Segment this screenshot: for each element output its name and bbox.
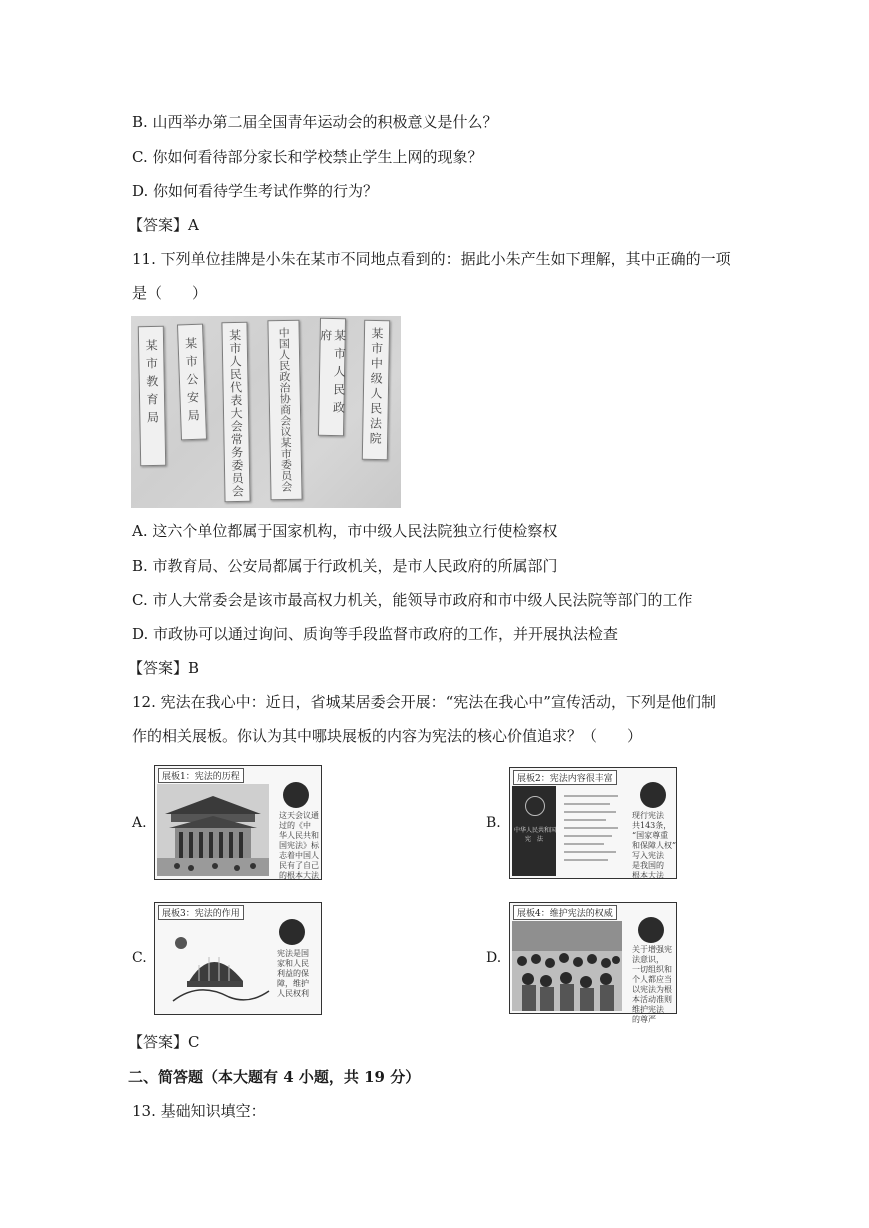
option-d-label: D.	[486, 950, 502, 966]
signboard-public-security-bureau	[177, 324, 207, 441]
book-title: 中华人民共和国 宪 法	[514, 827, 557, 843]
board-text: 关于增强宪 法意识， 一切组织和 个人都应当 以宪法为根 本活动准则 维护宪法 的尊严	[632, 945, 672, 1024]
signboard-text: 某市人民政府	[318, 328, 347, 420]
signboard-text: 某市公安局	[183, 336, 201, 428]
signboard-npc-standing-committee	[221, 322, 250, 502]
constitution-book	[512, 786, 556, 876]
board-text: 这天会议通 过的《中 华人民共和 国宪法》标 志着中国人 民有了自己 的根本大法	[279, 811, 319, 880]
q12-stem-line2: 作的相关展板。你认为其中哪块展板的内容为宪法的核心价值追求？（ ）	[132, 727, 643, 745]
q11-stem-line1: 11. 下列单位挂牌是小朱在某市不同地点看到的：据此小朱产生如下理解，其中正确的一项	[132, 250, 731, 268]
signboards-photo	[131, 316, 401, 508]
q12-stem-line1: 12. 宪法在我心中：近日，省城某居委会开展：“宪法在我心中”宣传活动，下列是他们制	[132, 693, 716, 711]
signboard-text: 某市人民代表大会常务委员会	[227, 328, 245, 499]
option-b-label: B.	[486, 815, 501, 831]
signboard-text: 中国人民政治协商会议某市委员会	[277, 326, 293, 493]
board-badge	[279, 919, 305, 945]
crowd-photo	[512, 921, 622, 1011]
board-badge	[283, 782, 309, 808]
board-title: 展板1：宪法的历程	[158, 768, 244, 783]
q10-option-c: C. 你如何看待部分家长和学校禁止学生上网的现象？	[132, 148, 483, 166]
q11-stem-line2: 是（ ）	[132, 284, 208, 302]
q10-option-b: B. 山西举办第二届全国青年运动会的积极意义是什么？	[132, 113, 498, 131]
board-title: 展板2：宪法内容很丰富	[513, 770, 617, 785]
signboard-text: 某市教育局	[144, 338, 160, 430]
board-badge	[638, 917, 664, 943]
exhibit-board-d	[509, 902, 677, 1024]
board-badge	[640, 782, 666, 808]
q10-answer: 【答案】A	[128, 216, 199, 234]
q12-answer: 【答案】C	[128, 1033, 200, 1051]
q11-answer: 【答案】B	[128, 659, 200, 677]
q10-option-d: D. 你如何看待学生考试作弊的行为？	[132, 182, 379, 200]
option-c-label: C.	[132, 950, 147, 966]
signboard-education-bureau	[138, 326, 166, 466]
signboard-cppcc-committee	[267, 320, 302, 501]
exhibit-board-b	[509, 767, 677, 879]
q11-option-a: A. 这六个单位都属于国家机构，市中级人民法院独立行使检察权	[132, 522, 558, 540]
q13-stem: 13. 基础知识填空：	[132, 1102, 266, 1120]
board-title: 展板3：宪法的作用	[158, 905, 244, 920]
signboard-municipal-government	[318, 318, 346, 436]
board-text: 现行宪法 共143条， “国家尊重 和保障人权” 写入宪法 是我国的 根本大法	[632, 811, 677, 880]
hall-photo	[157, 784, 269, 876]
q11-option-c: C. 市人大常委会是该市最高权力机关，能领导市政府和市中级人民法院等部门的工作	[132, 591, 693, 609]
table-of-contents	[560, 788, 624, 876]
exhibit-board-c	[154, 902, 322, 1015]
board-title: 展板4：维护宪法的权威	[513, 905, 617, 920]
section-heading: 二、简答题（本大题有 4 小题，共 19 分）	[128, 1068, 421, 1086]
option-a-label: A.	[132, 815, 147, 831]
q11-option-b: B. 市教育局、公安局都属于行政机关，是市人民政府的所属部门	[132, 557, 558, 575]
national-emblem-icon	[525, 796, 545, 816]
signboard-intermediate-court	[362, 320, 390, 460]
q11-option-d: D. 市政协可以通过询问、质询等手段监督市政府的工作，并开展执法检查	[132, 625, 619, 643]
exhibit-board-a	[154, 765, 322, 880]
signboard-text: 某市中级人民法院	[368, 326, 385, 448]
board-text: 宪法是国 家和人民 利益的保 障，维护 人民权利	[277, 949, 309, 998]
umbrella-drawing	[159, 921, 277, 1013]
